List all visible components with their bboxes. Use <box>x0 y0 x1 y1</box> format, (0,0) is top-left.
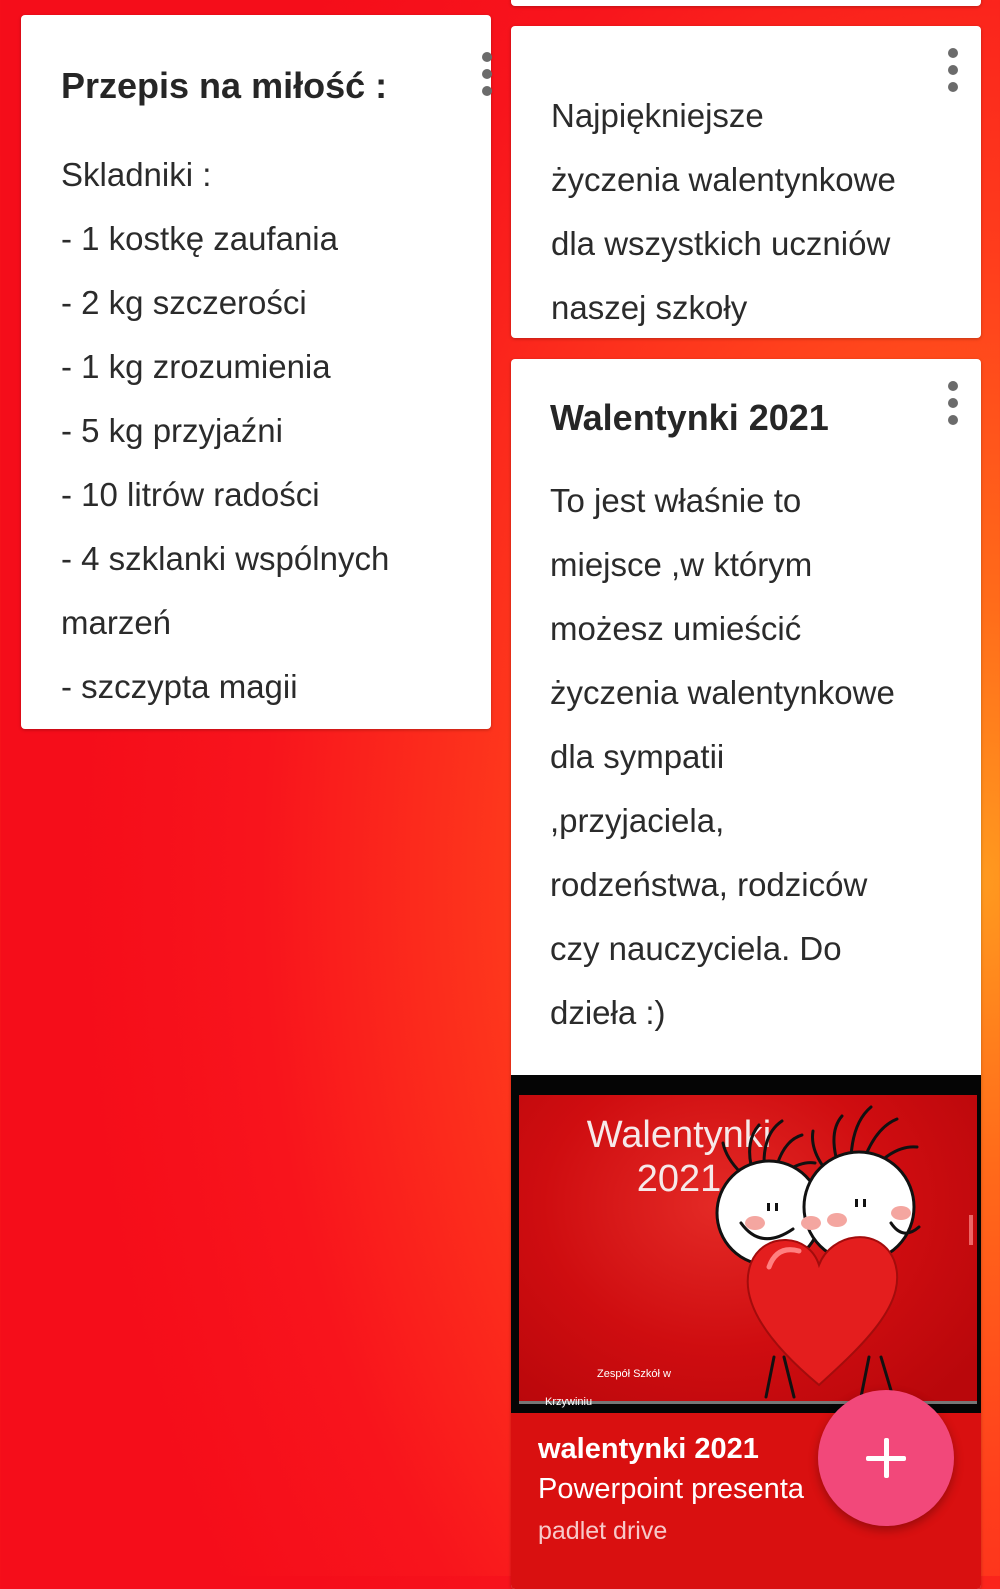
attachment-title: walentynki 2021 <box>538 1433 759 1465</box>
post-body: Najpiękniejsze życzenia walentynkowe dla wszystkich uczniów naszej szkoły <box>551 97 896 326</box>
attachment-thumbnail[interactable] <box>511 1075 981 1413</box>
more-vertical-icon[interactable] <box>947 381 959 425</box>
post-card-recipe[interactable] <box>21 15 491 729</box>
more-vertical-icon[interactable] <box>947 48 959 92</box>
attachment-type: Powerpoint presenta <box>538 1473 804 1505</box>
slide-title: Walentynki 2021 <box>586 1114 772 1200</box>
post-body: To jest właśnie to miejsce ,w którym możesz umieścić życzenia walentynkowe dla sympatii ,przyjaciela, rodzeństwa, rodziców czy nauczyciela. Do dzieła :) <box>550 482 895 1031</box>
post-card-wishes[interactable] <box>511 26 981 338</box>
add-post-button[interactable] <box>818 1390 954 1526</box>
post-title: Przepis na miłość : <box>61 65 388 106</box>
more-vertical-icon[interactable] <box>481 52 493 96</box>
slide-preview <box>519 1095 977 1408</box>
plus-icon <box>866 1438 906 1478</box>
post-body: Skladniki : - 1 kostkę zaufania - 2 kg szczerości - 1 kg zrozumienia - 5 kg przyjaźni - 10 litrów radości - 4 szklanki wspólnych marzeń - szczypta magii <box>61 156 390 705</box>
slide-caption: Zespół Szkół w Krzywiniu <box>545 1368 671 1408</box>
post-card-partial[interactable] <box>511 0 981 6</box>
post-title: Walentynki 2021 <box>550 397 829 438</box>
attachment-source: padlet drive <box>538 1517 668 1545</box>
